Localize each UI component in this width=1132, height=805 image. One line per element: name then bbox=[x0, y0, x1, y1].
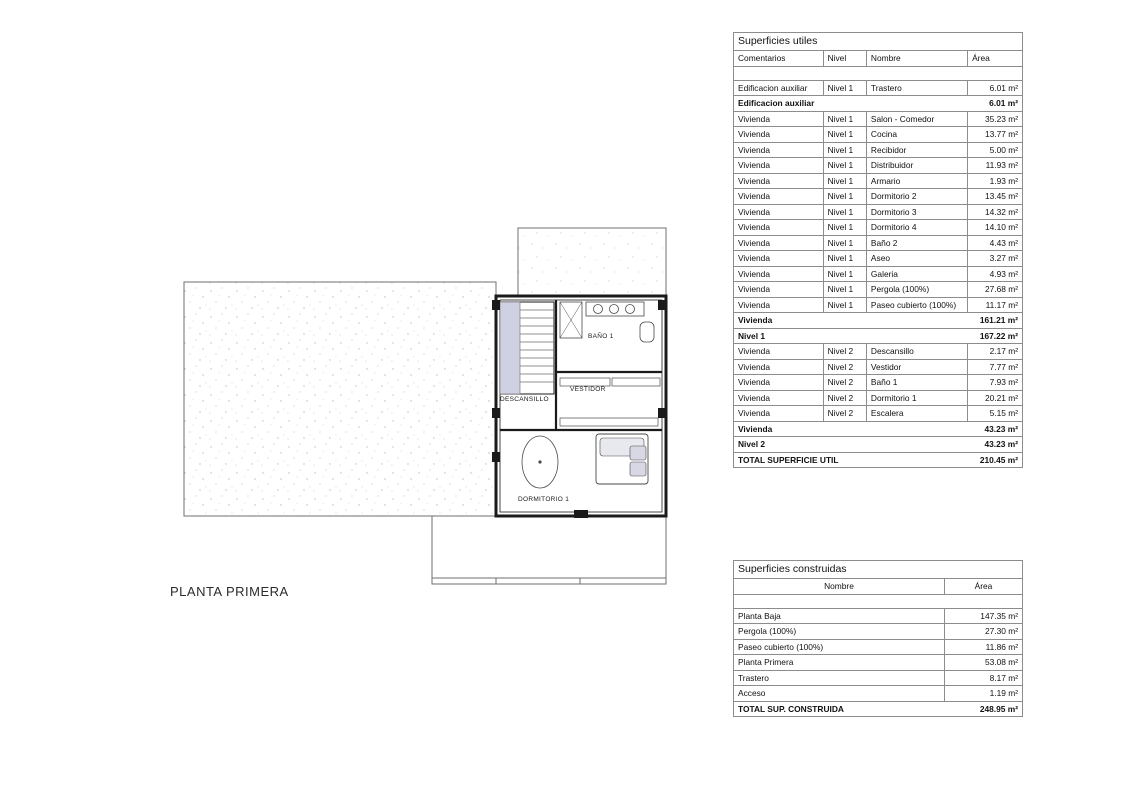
cell-comentarios: Edificacion auxiliar bbox=[734, 80, 824, 96]
cell-comentarios: Vivienda bbox=[734, 220, 824, 236]
cell-summary-area: 6.01 m² bbox=[968, 96, 1023, 112]
cell-nombre: Dormitorio 3 bbox=[866, 204, 967, 220]
cell-nivel: Nivel 1 bbox=[823, 127, 866, 143]
cell-nivel: Nivel 2 bbox=[823, 375, 866, 391]
cell-nivel: Nivel 1 bbox=[823, 220, 866, 236]
cell-area: 5.00 m² bbox=[968, 142, 1023, 158]
cell-comentarios: Vivienda bbox=[734, 251, 824, 267]
plan-caption: PLANTA PRIMERA bbox=[170, 584, 289, 599]
cell-nombre: Trastero bbox=[734, 670, 945, 686]
cell-area: 5.15 m² bbox=[968, 406, 1023, 422]
cell-nombre: Dormitorio 2 bbox=[866, 189, 967, 205]
cell-nombre: Galeria bbox=[866, 266, 967, 282]
cell-area: 147.35 m² bbox=[944, 608, 1022, 624]
cell-area: 7.93 m² bbox=[968, 375, 1023, 391]
cell-nombre: Pergola (100%) bbox=[866, 282, 967, 298]
cell-nivel: Nivel 1 bbox=[823, 251, 866, 267]
table-row bbox=[734, 282, 1023, 298]
cell-nombre: Vestidor bbox=[866, 359, 967, 375]
cell-nombre: Distribuidor bbox=[866, 158, 967, 174]
table-summary-row bbox=[734, 96, 1023, 112]
cell-total-label: TOTAL SUP. CONSTRUIDA bbox=[734, 701, 945, 717]
cell-area: 2.17 m² bbox=[968, 344, 1023, 360]
table-row bbox=[734, 220, 1023, 236]
construidas-title-row bbox=[734, 561, 1023, 579]
cell-area: 27.68 m² bbox=[968, 282, 1023, 298]
cell-nivel: Nivel 2 bbox=[823, 390, 866, 406]
cell-nivel: Nivel 1 bbox=[823, 111, 866, 127]
cell-comentarios: Vivienda bbox=[734, 204, 824, 220]
cell-nombre: Cocina bbox=[866, 127, 967, 143]
cell-area: 20.21 m² bbox=[968, 390, 1023, 406]
table-row bbox=[734, 359, 1023, 375]
cell-nivel: Nivel 1 bbox=[823, 142, 866, 158]
table-summary-row bbox=[734, 437, 1023, 453]
cell-summary-area: 167.22 m² bbox=[968, 328, 1023, 344]
cell-comentarios: Vivienda bbox=[734, 173, 824, 189]
construidas-spacer bbox=[734, 594, 1023, 608]
table-summary-row bbox=[734, 421, 1023, 437]
construidas-title: Superficies construidas bbox=[734, 561, 1023, 579]
cell-area: 3.27 m² bbox=[968, 251, 1023, 267]
cell-area: 13.77 m² bbox=[968, 127, 1023, 143]
cell-comentarios: Vivienda bbox=[734, 406, 824, 422]
cell-area: 4.43 m² bbox=[968, 235, 1023, 251]
construidas-header-row bbox=[734, 579, 1023, 595]
table-row bbox=[734, 639, 1023, 655]
cell-area: 14.10 m² bbox=[968, 220, 1023, 236]
cell-nombre: Descansillo bbox=[866, 344, 967, 360]
table-row bbox=[734, 204, 1023, 220]
table-row bbox=[734, 235, 1023, 251]
roof-terrace-area bbox=[184, 282, 496, 516]
cell-comentarios: Vivienda bbox=[734, 344, 824, 360]
cell-summary-label: Vivienda bbox=[734, 421, 968, 437]
table-row bbox=[734, 406, 1023, 422]
cell-nombre: Planta Baja bbox=[734, 608, 945, 624]
table-row bbox=[734, 686, 1023, 702]
upper-roof-area bbox=[518, 228, 666, 298]
cell-summary-area: 43.23 m² bbox=[968, 437, 1023, 453]
cell-nombre: Escalera bbox=[866, 406, 967, 422]
cell-nivel: Nivel 1 bbox=[823, 173, 866, 189]
room-label-dormitorio-1: DORMITORIO 1 bbox=[518, 496, 570, 503]
cell-nombre: Armario bbox=[866, 173, 967, 189]
cell-nombre: Aseo bbox=[866, 251, 967, 267]
table-row bbox=[734, 173, 1023, 189]
cell-nombre: Recibidor bbox=[866, 142, 967, 158]
cell-nivel: Nivel 2 bbox=[823, 344, 866, 360]
table-total-row bbox=[734, 701, 1023, 717]
table-row bbox=[734, 297, 1023, 313]
cell-nivel: Nivel 1 bbox=[823, 282, 866, 298]
table-row bbox=[734, 111, 1023, 127]
cell-comentarios: Vivienda bbox=[734, 390, 824, 406]
cell-nivel: Nivel 1 bbox=[823, 204, 866, 220]
cell-summary-label: Nivel 1 bbox=[734, 328, 968, 344]
table-superficies-utiles bbox=[733, 32, 1023, 468]
cell-area: 1.19 m² bbox=[944, 686, 1022, 702]
cell-summary-label: Edificacion auxiliar bbox=[734, 96, 968, 112]
cell-area: 1.93 m² bbox=[968, 173, 1023, 189]
room-label-vestidor: VESTIDOR bbox=[570, 386, 606, 393]
table-row bbox=[734, 266, 1023, 282]
cell-nombre: Dormitorio 4 bbox=[866, 220, 967, 236]
utiles-header-nombre: Nombre bbox=[866, 51, 967, 67]
table-summary-row bbox=[734, 328, 1023, 344]
cell-area: 14.32 m² bbox=[968, 204, 1023, 220]
utiles-header-row bbox=[734, 51, 1023, 67]
table-row bbox=[734, 655, 1023, 671]
cell-comentarios: Vivienda bbox=[734, 282, 824, 298]
room-label-bano-1: BAÑO 1 bbox=[588, 333, 614, 340]
cell-nivel: Nivel 1 bbox=[823, 235, 866, 251]
cell-nivel: Nivel 1 bbox=[823, 158, 866, 174]
utiles-spacer bbox=[734, 66, 1023, 80]
construidas-header-nombre: Nombre bbox=[734, 579, 945, 595]
table-superficies-construidas bbox=[733, 560, 1023, 717]
cell-summary-area: 161.21 m² bbox=[968, 313, 1023, 329]
cell-nombre: Salon - Comedor bbox=[866, 111, 967, 127]
utiles-title-row bbox=[734, 33, 1023, 51]
cell-area: 53.08 m² bbox=[944, 655, 1022, 671]
room-label-descansillo: DESCANSILLO bbox=[500, 396, 549, 403]
cell-nombre: Baño 2 bbox=[866, 235, 967, 251]
cell-comentarios: Vivienda bbox=[734, 111, 824, 127]
cell-comentarios: Vivienda bbox=[734, 158, 824, 174]
cell-comentarios: Vivienda bbox=[734, 297, 824, 313]
cell-nivel: Nivel 2 bbox=[823, 406, 866, 422]
cell-total-area: 210.45 m² bbox=[968, 452, 1023, 468]
lower-outline bbox=[432, 516, 666, 584]
cell-area: 35.23 m² bbox=[968, 111, 1023, 127]
cell-nivel: Nivel 1 bbox=[823, 297, 866, 313]
cell-nombre: Trastero bbox=[866, 80, 967, 96]
cell-summary-area: 43.23 m² bbox=[968, 421, 1023, 437]
cell-nombre: Acceso bbox=[734, 686, 945, 702]
cell-summary-label: Vivienda bbox=[734, 313, 968, 329]
cell-nombre: Pergola (100%) bbox=[734, 624, 945, 640]
cell-nivel: Nivel 2 bbox=[823, 359, 866, 375]
cell-area: 8.17 m² bbox=[944, 670, 1022, 686]
table-row bbox=[734, 390, 1023, 406]
table-total-row bbox=[734, 452, 1023, 468]
cell-nombre: Planta Primera bbox=[734, 655, 945, 671]
cell-comentarios: Vivienda bbox=[734, 189, 824, 205]
cell-nivel: Nivel 1 bbox=[823, 80, 866, 96]
first-floor-walls bbox=[492, 296, 666, 518]
cell-total-area: 248.95 m² bbox=[944, 701, 1022, 717]
cell-summary-label: Nivel 2 bbox=[734, 437, 968, 453]
cell-nombre: Paseo cubierto (100%) bbox=[734, 639, 945, 655]
cell-area: 13.45 m² bbox=[968, 189, 1023, 205]
utiles-title: Superficies utiles bbox=[734, 33, 1023, 51]
cell-nivel: Nivel 1 bbox=[823, 189, 866, 205]
utiles-header-comentarios: Comentarios bbox=[734, 51, 824, 67]
table-summary-row bbox=[734, 313, 1023, 329]
cell-area: 7.77 m² bbox=[968, 359, 1023, 375]
cell-area: 11.93 m² bbox=[968, 158, 1023, 174]
construidas-header-area: Área bbox=[944, 579, 1022, 595]
cell-area: 27.30 m² bbox=[944, 624, 1022, 640]
table-row bbox=[734, 142, 1023, 158]
table-row bbox=[734, 670, 1023, 686]
table-row bbox=[734, 344, 1023, 360]
utiles-header-area: Área bbox=[968, 51, 1023, 67]
table-row bbox=[734, 80, 1023, 96]
table-row bbox=[734, 251, 1023, 267]
table-row bbox=[734, 158, 1023, 174]
cell-nombre: Baño 1 bbox=[866, 375, 967, 391]
cell-nombre: Dormitorio 1 bbox=[866, 390, 967, 406]
cell-nivel: Nivel 1 bbox=[823, 266, 866, 282]
cell-comentarios: Vivienda bbox=[734, 142, 824, 158]
utiles-table bbox=[733, 32, 1023, 468]
table-row bbox=[734, 127, 1023, 143]
table-row bbox=[734, 608, 1023, 624]
cell-area: 11.86 m² bbox=[944, 639, 1022, 655]
construidas-table bbox=[733, 560, 1023, 717]
table-row bbox=[734, 189, 1023, 205]
cell-total-label: TOTAL SUPERFICIE UTIL bbox=[734, 452, 968, 468]
cell-comentarios: Vivienda bbox=[734, 127, 824, 143]
utiles-header-nivel: Nivel bbox=[823, 51, 866, 67]
cell-comentarios: Vivienda bbox=[734, 266, 824, 282]
cell-comentarios: Vivienda bbox=[734, 375, 824, 391]
cell-area: 6.01 m² bbox=[968, 80, 1023, 96]
cell-area: 4.93 m² bbox=[968, 266, 1023, 282]
table-row bbox=[734, 375, 1023, 391]
cell-comentarios: Vivienda bbox=[734, 359, 824, 375]
cell-nombre: Paseo cubierto (100%) bbox=[866, 297, 967, 313]
cell-comentarios: Vivienda bbox=[734, 235, 824, 251]
table-row bbox=[734, 624, 1023, 640]
cell-area: 11.17 m² bbox=[968, 297, 1023, 313]
